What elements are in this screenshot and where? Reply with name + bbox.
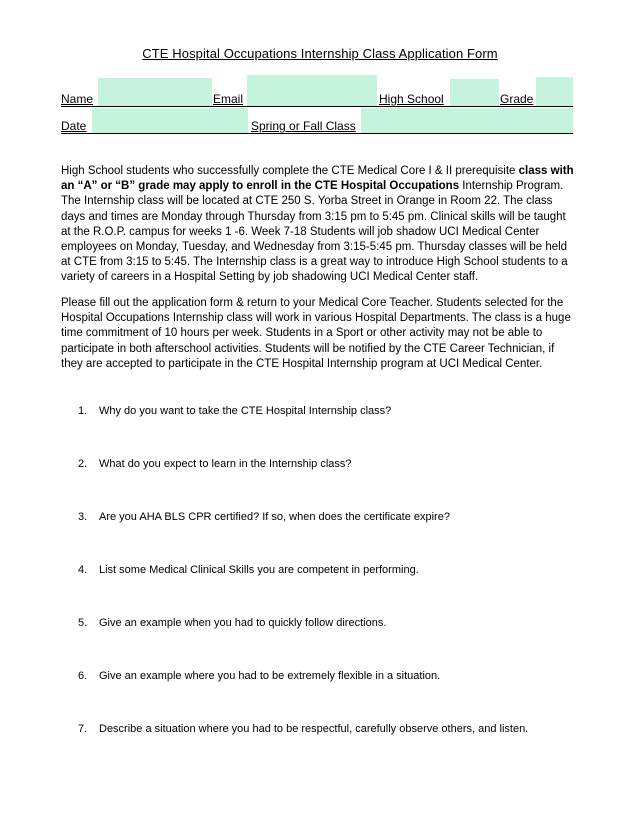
question-item [78, 511, 450, 524]
question-text: Give an example when you had to quickly follow directions. [99, 617, 387, 629]
high-school-field[interactable] [450, 79, 499, 106]
question-text: Why do you want to take the CTE Hospital Internship class? [99, 405, 392, 417]
form-row-1 [61, 76, 573, 107]
instructions-paragraph: Please fill out the application form & return to your Medical Core Teacher. Students selected for the Hospital Occupations Internship class will work in various Hospital Departments. The class is a huge time commitment of 10 hours per week. Students in a Sport or other activity may not be able to participate in both afterschool activities. Students will be notified by the CTE Career Technician, if they are accepted to participate in the CTE Hospital Internship program at UCI Medical Center. [61, 297, 571, 370]
email-label: Email [213, 92, 244, 106]
form-title: CTE Hospital Occupations Internship Class Application Form [142, 46, 498, 61]
question-number: 3. [78, 511, 88, 523]
question-item [78, 458, 352, 471]
question-item [78, 723, 528, 736]
email-field[interactable] [247, 75, 377, 106]
question-item [78, 405, 391, 418]
intro-text-1: High School students who successfully complete the CTE Medical Core I & II prerequisite [61, 165, 519, 177]
intro-paragraph [61, 164, 576, 286]
question-number: 2. [78, 458, 88, 470]
question-number: 5. [78, 617, 88, 629]
semester-label: Spring or Fall Class [251, 119, 356, 133]
question-item [78, 617, 386, 630]
intro-text-2: Internship Program. The Internship class will be located at CTE 250 S. Yorba Street in Orange in Room 22. The class days and times are Monday through Thursday from 3:15 pm to 5:45 pm. Clinical skills will be taught at the R.O.P. campus for weeks 1 -6. Week 7-18 Students will job shadow UCI Medical Center employees on Monday, Tuesday, and Wednesday from 3:15-5:45 pm. Thursday classes will be held at CTE from 3:15 to 5:45. The Internship class is a great way to introduce High School students to a variety of careers in a Hospital Setting by job shadowing UCI Medical Center staff. [61, 180, 568, 284]
semester-field[interactable] [361, 108, 573, 133]
question-text: Are you AHA BLS CPR certified? If so, when does the certificate expire? [99, 511, 450, 523]
question-text: Describe a situation where you had to be respectful, carefully observe others, and listen. [99, 723, 529, 735]
question-item [78, 670, 440, 683]
grade-label: Grade [500, 92, 534, 106]
name-label: Name [61, 92, 94, 106]
question-item [78, 564, 419, 577]
question-text: What do you expect to learn in the Internship class? [99, 458, 352, 470]
grade-field[interactable] [536, 77, 573, 106]
date-field[interactable] [92, 108, 248, 133]
question-number: 6. [78, 670, 88, 682]
intro-text-bold: class with an “A” or “B” grade may apply to enroll in the CTE Hospital Occupations [61, 165, 574, 193]
high-school-label: High School [379, 92, 444, 106]
question-text: List some Medical Clinical Skills you are competent in performing. [99, 564, 419, 576]
question-number: 7. [78, 723, 88, 735]
date-label: Date [61, 119, 87, 133]
name-field[interactable] [98, 78, 212, 106]
form-row-2 [61, 108, 573, 134]
question-number: 1. [78, 405, 88, 417]
question-number: 4. [78, 564, 88, 576]
question-text: Give an example where you had to be extremely flexible in a situation. [99, 670, 441, 682]
